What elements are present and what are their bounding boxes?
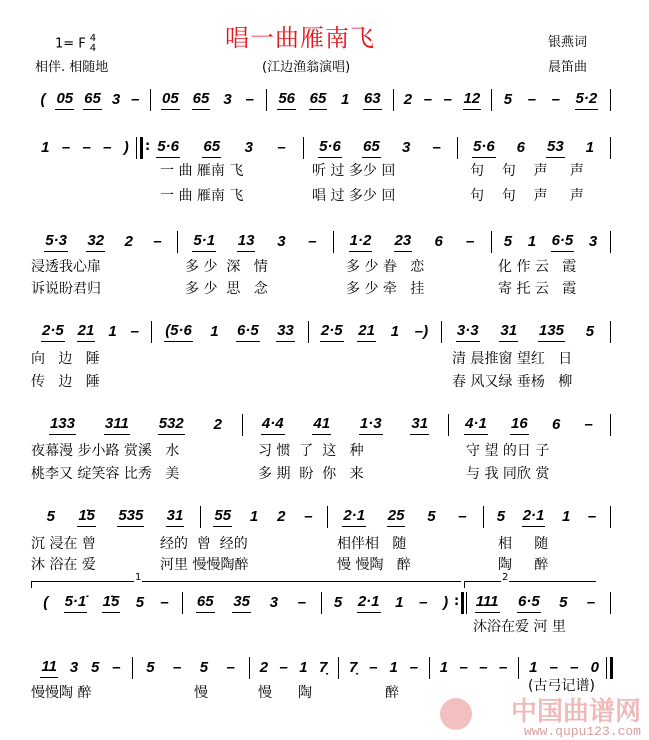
key-label: 1= F <box>55 36 86 52</box>
measure <box>145 137 298 159</box>
barline <box>249 657 250 679</box>
lyric-phrase: 多 期 盼 你 来 <box>258 466 364 482</box>
note-group: 5·6 <box>318 138 342 158</box>
note-group: 0 <box>590 659 599 676</box>
lyric-phrase: 春 风又绿 垂杨 柳 <box>452 374 573 390</box>
note-group: 1 <box>395 594 404 611</box>
lyric-phrase: 陶 <box>298 685 312 701</box>
note-group: – <box>308 233 317 250</box>
note-group: – <box>297 594 307 611</box>
lyric-phrase: 陶 醉 <box>498 557 549 573</box>
barline <box>461 592 464 614</box>
barline <box>466 592 467 614</box>
note-group: – <box>160 594 169 611</box>
barline <box>491 231 492 253</box>
note-group: ) <box>123 139 129 156</box>
volta-number: 2 <box>502 572 509 583</box>
measure <box>35 89 145 111</box>
note-group: – <box>172 659 182 676</box>
note-group: – <box>82 139 91 156</box>
measure <box>156 321 303 343</box>
lyric-phrase: 句 句 声 声 <box>470 188 584 204</box>
lyric-phrase: 传 边 陲 <box>31 374 100 390</box>
barline <box>610 321 611 343</box>
note-group: 2 <box>259 659 269 676</box>
note-group: 5 <box>496 508 506 525</box>
lyric-phrase: 沐 浴在 爱 <box>31 557 96 573</box>
transcriber-credit: (古弓记谱) <box>528 678 595 694</box>
measure <box>313 321 436 343</box>
lyric-phrase: 河里 慢慢陶醉 <box>160 557 249 573</box>
note-group: 1̇5 <box>102 593 121 613</box>
barline <box>610 231 611 253</box>
note-group: 6 <box>516 139 525 156</box>
note-group: – <box>369 659 378 676</box>
note-group: 31 <box>166 507 185 527</box>
barline <box>393 89 394 111</box>
note-group: 5 <box>146 659 155 676</box>
note-group: 1 <box>439 659 449 676</box>
time-top: 4 <box>89 33 97 44</box>
note-group: 31 <box>410 415 429 435</box>
measure <box>398 89 486 111</box>
tempo-marking: 相伴. 相随地 <box>35 60 109 75</box>
note-group: 33 <box>276 322 295 342</box>
barline <box>308 321 309 343</box>
note-group: – <box>432 139 441 156</box>
note-group: 3 <box>588 233 598 250</box>
measure <box>446 321 605 343</box>
note-group: 65 <box>83 90 102 110</box>
measure <box>254 657 333 679</box>
note-group: – <box>153 233 162 250</box>
lyric-phrase: 夜幕漫 步小路 赏溪 水 <box>31 443 180 459</box>
measure <box>332 506 478 528</box>
measure <box>155 89 261 111</box>
barline <box>448 414 449 436</box>
note-group: 2 <box>403 91 413 108</box>
barline <box>606 657 607 679</box>
measure <box>343 657 424 679</box>
lyric-phrase: 慢慢陶 醉 <box>31 685 92 701</box>
measure <box>271 89 388 111</box>
note-group: 11 <box>40 658 58 678</box>
measure <box>137 657 244 679</box>
lyric-phrase: 寄 托 云 霞 <box>498 281 577 297</box>
note-group: 53 <box>546 138 565 158</box>
note-group: 7̣ <box>318 659 328 676</box>
barline <box>441 321 442 343</box>
note-group: 1 <box>561 508 571 525</box>
lyric-phrase: 多 少 眷 恋 <box>346 259 425 275</box>
measure <box>338 231 486 253</box>
note-group: – <box>459 659 468 676</box>
measure <box>35 414 237 436</box>
barline <box>610 506 611 528</box>
note-group: 1 <box>527 233 537 250</box>
note-group: 5·6 <box>472 138 496 158</box>
note-group: 1 <box>249 508 259 525</box>
barline <box>266 89 267 111</box>
watermark-logo-icon <box>440 698 472 730</box>
note-group: 6·5 <box>551 232 575 252</box>
lyric-phrase: 诉说盼君归 <box>31 281 101 297</box>
note-group: 3 <box>277 233 286 250</box>
note-group: – <box>527 91 537 108</box>
barline <box>200 506 201 528</box>
note-group: 7̣ <box>348 659 358 676</box>
note-group: 6·5 <box>236 322 260 342</box>
barline <box>483 506 484 528</box>
note-group: 1 <box>299 659 308 676</box>
measure <box>182 231 328 253</box>
note-group: 32 <box>86 232 105 252</box>
note-group: 23 <box>394 232 413 252</box>
note-group: 2 <box>277 508 286 525</box>
lyric-phrase: 沐浴在爱 河 里 <box>473 619 566 635</box>
note-group: 6 <box>434 233 443 250</box>
note-group: 5 <box>46 508 55 525</box>
lyric-phrase: 向 边 陲 <box>31 351 100 367</box>
lyric-phrase: 慢 慢陶 醉 <box>337 557 411 573</box>
note-group: 65 <box>309 90 328 110</box>
measure <box>434 657 513 679</box>
repeat-dots: : <box>454 594 460 609</box>
note-group: 5·1̇ <box>64 593 88 613</box>
note-group: 21 <box>77 322 96 342</box>
note-group: 1·3 <box>359 415 383 435</box>
measure <box>35 321 146 343</box>
note-group: 05 <box>55 90 74 110</box>
note-group: 2·1 <box>357 593 381 613</box>
note-group: 1 <box>529 659 538 676</box>
note-group: 5·1 <box>192 232 216 252</box>
note-group: – <box>570 659 579 676</box>
note-group: 2·5 <box>41 322 65 342</box>
note-group: 135 <box>538 322 565 342</box>
note-group: 2·1 <box>342 507 366 527</box>
note-group: 31 <box>499 322 518 342</box>
barline <box>518 657 519 679</box>
measure <box>35 231 172 253</box>
note-group: – <box>103 139 112 156</box>
note-group: – <box>587 508 597 525</box>
barline <box>303 137 304 159</box>
note-group: – <box>423 91 433 108</box>
measure <box>453 414 605 436</box>
note-group: (5·6 <box>164 322 193 342</box>
note-group: 65 <box>202 138 221 158</box>
note-group: 1 <box>340 91 350 108</box>
note-group: – <box>277 139 286 156</box>
note-group: – <box>130 323 139 340</box>
note-group: – <box>479 659 488 676</box>
measure <box>35 506 195 528</box>
note-group: 1·2 <box>349 232 373 252</box>
watermark-logo-text: 中国曲谱网 <box>510 697 641 727</box>
lyric-phrase: 桃李又 绽笑容 比秀 美 <box>31 466 180 482</box>
measure <box>496 231 605 253</box>
note-group: 1 <box>390 323 400 340</box>
note-group: 13 <box>237 232 256 252</box>
note-group: 1̇5 <box>77 507 96 527</box>
lyric-phrase: 与 我 同欣 赏 <box>466 466 550 482</box>
note-group: 5 <box>503 91 513 108</box>
lyric-phrase: 清 晨推窗 望红 日 <box>452 351 573 367</box>
lyric-phrase: 沉 浸在 曾 <box>31 536 96 552</box>
measure <box>35 137 135 159</box>
measure <box>187 592 316 614</box>
note-group: 5 <box>559 594 568 611</box>
barline <box>242 414 243 436</box>
note-group: 5 <box>503 233 513 250</box>
note-group: 63 <box>363 90 382 110</box>
note-group: 3 <box>223 91 232 108</box>
lyric-phrase: 一 曲 雁南 飞 <box>160 188 244 204</box>
note-group: 5 <box>135 594 145 611</box>
note-group: 2·5 <box>320 322 344 342</box>
note-group: – <box>584 416 593 433</box>
note-group: 12 <box>463 90 482 110</box>
note-group: 5 <box>91 659 100 676</box>
lyric-phrase: 句 句 声 声 <box>470 163 584 179</box>
key-signature <box>55 34 96 54</box>
lyric-phrase: 慢 <box>258 685 272 701</box>
note-group: 56 <box>277 90 296 110</box>
note-group: – <box>458 508 467 525</box>
note-group: 5 <box>199 659 209 676</box>
note-group: 2 <box>124 233 133 250</box>
lyric-phrase: 多 少 思 念 <box>185 281 268 297</box>
note-group: 3·3 <box>456 322 480 342</box>
barline <box>182 592 183 614</box>
lyric-phrase: 习 惯 了 这 种 <box>258 443 364 459</box>
note-group: – <box>419 594 428 611</box>
note-group: – <box>245 91 254 108</box>
lyricist: 银燕词 <box>548 35 588 50</box>
barline <box>491 89 492 111</box>
lyric-phrase: 一 曲 雁南 飞 <box>160 163 244 179</box>
barline <box>177 231 178 253</box>
note-group: 5 <box>427 508 436 525</box>
barline <box>338 657 339 679</box>
barline <box>327 506 328 528</box>
note-group: 5·2 <box>575 90 599 110</box>
barline <box>321 592 322 614</box>
barline <box>132 657 133 679</box>
barline <box>610 89 611 111</box>
note-group: 3 <box>69 659 79 676</box>
lyric-phrase: 慢 <box>194 685 208 701</box>
barline <box>140 137 143 159</box>
note-group: 21 <box>357 322 376 342</box>
note-group: – <box>466 233 475 250</box>
lyric-phrase: 多 少 深 情 <box>185 259 268 275</box>
performer: (江边渔翁演唱) <box>262 60 351 75</box>
lyric-phrase: 守 望 的日 子 <box>466 443 550 459</box>
measure <box>308 137 452 159</box>
lyric-phrase: 唱 过 多少 回 <box>312 188 396 204</box>
lyric-phrase: 相伴相 随 <box>337 536 407 552</box>
barline <box>151 321 152 343</box>
lyric-phrase: 多 少 牵 挂 <box>346 281 425 297</box>
note-group: – <box>61 139 71 156</box>
note-group: 1 <box>41 139 50 156</box>
note-group: 3 <box>244 139 253 156</box>
note-group: – <box>304 508 313 525</box>
lyric-phrase: 相 随 <box>498 536 549 552</box>
note-group: 5·6 <box>156 138 180 158</box>
measure <box>462 137 605 159</box>
watermark-url: www.qupu123.com <box>523 724 641 739</box>
note-group: – <box>549 659 558 676</box>
note-group: 05 <box>161 90 180 110</box>
barline <box>136 137 137 159</box>
measure <box>523 657 605 679</box>
measure <box>35 592 177 614</box>
note-group: 2·1 <box>522 507 546 527</box>
note-group: – <box>131 91 140 108</box>
note-group: 3 <box>401 139 411 156</box>
note-group: 1 <box>585 139 594 156</box>
note-group: 1 <box>108 323 117 340</box>
note-group: 3 <box>111 91 121 108</box>
note-group: – <box>551 91 560 108</box>
measure <box>496 89 605 111</box>
lyric-phrase: 浸透我心扉 <box>31 259 101 275</box>
barline <box>610 657 613 679</box>
barline <box>610 137 611 159</box>
volta-bracket <box>31 572 461 588</box>
note-group: 532 <box>158 415 185 435</box>
note-group: 535 <box>117 507 144 527</box>
note-group: 1 <box>389 659 398 676</box>
note-group: 2 <box>213 416 222 433</box>
note-group: – <box>586 594 596 611</box>
note-group: – <box>443 91 452 108</box>
song-title: 唱一曲雁南飞 <box>225 24 375 52</box>
note-group: 6 <box>551 416 561 433</box>
volta-number: 1 <box>135 572 142 583</box>
note-group: 55 <box>213 507 232 527</box>
measure <box>326 592 456 614</box>
note-group: – <box>112 659 121 676</box>
note-group: 4·4 <box>261 415 285 435</box>
note-group: 5·3 <box>44 232 68 252</box>
measure <box>205 506 322 528</box>
measure <box>466 592 605 614</box>
note-group: –) <box>414 323 429 340</box>
note-group: – <box>279 659 288 676</box>
note-group: 25 <box>387 507 406 527</box>
note-group: 16 <box>510 415 529 435</box>
note-group: 133 <box>49 415 76 435</box>
note-group: – <box>409 659 419 676</box>
note-group: 4·1 <box>464 415 488 435</box>
note-group: 311 <box>104 415 130 435</box>
barline <box>429 657 430 679</box>
barline <box>610 414 611 436</box>
note-group: 65 <box>192 90 211 110</box>
measure <box>247 414 443 436</box>
note-group: 41 <box>312 415 331 435</box>
note-group: – <box>498 659 508 676</box>
measure <box>35 657 127 679</box>
note-group: 65 <box>196 593 215 613</box>
volta-bracket <box>464 572 596 588</box>
note-group: 3 <box>269 594 279 611</box>
note-group: – <box>226 659 235 676</box>
barline <box>457 137 458 159</box>
lyric-phrase: 醉 <box>385 685 399 701</box>
barline <box>610 592 611 614</box>
time-bottom: 4 <box>89 43 97 54</box>
note-group: 5 <box>333 594 343 611</box>
note-group: ( <box>40 91 46 108</box>
note-group: ) <box>443 594 449 611</box>
barline <box>150 89 151 111</box>
note-group: 6·5 <box>517 593 541 613</box>
lyric-phrase: 化 作 云 霞 <box>498 259 577 275</box>
note-group: 5 <box>585 323 595 340</box>
note-group: ( <box>43 594 49 611</box>
measure <box>488 506 605 528</box>
lyric-phrase: 听 过 多少 回 <box>312 163 396 179</box>
barline <box>333 231 334 253</box>
composer: 晨笛曲 <box>548 60 588 75</box>
lyric-phrase: 经的 曾 经的 <box>160 536 248 552</box>
note-group: 1 <box>210 323 219 340</box>
note-group: 65 <box>362 138 381 158</box>
time-signature <box>90 34 96 54</box>
note-group: 111 <box>475 593 500 613</box>
note-group: 35 <box>232 593 251 613</box>
repeat-dots: : <box>145 139 151 154</box>
